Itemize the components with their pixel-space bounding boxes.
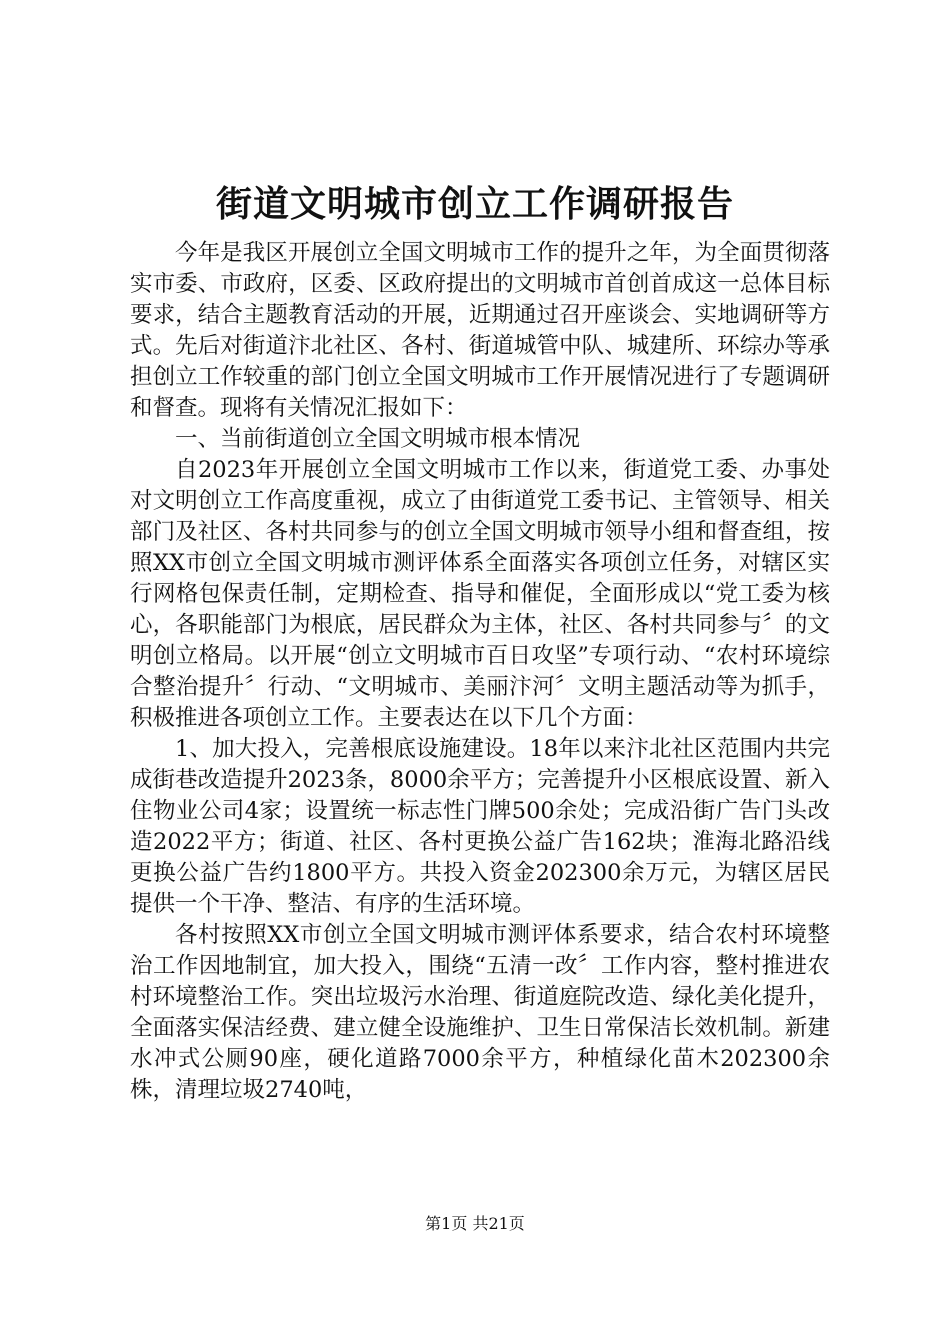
paragraph-villages: 各村按照XX市创立全国文明城市测评体系要求，结合农村环境整治工作因地制宜，加大投入，围绕“五清一改〞工作内容，整村推进农村环境整治工作。突出垃圾污水治理、街道庭院改造、绿化美化提升，全面落实保洁经费、建立健全设施维护、卫生日常保洁长效机制。新建水冲式公厕90座，硬化道路7000余平方，种植绿化苗木202300余株，清理垃圾2740吨， [130,922,830,1103]
document-title: 街道文明城市创立工作调研报告 [215,183,734,225]
document-body [130,238,830,1106]
paragraph-overview: 自2023年开展创立全国文明城市工作以来，街道党工委、办事处对文明创立工作高度重视，成立了由街道党工委书记、主管领导、相关部门及社区、各村共同参与的创立全国文明城市领导小组和督查组，按照XX市创立全国文明城市测评体系全面落实各项创立任务，对辖区实行网格包保责任制，定期检查、指导和催促，全面形成以“党工委为核心，各职能部门为根底，居民群众为主体，社区、各村共同参与〞的文明创立格局。以开展“创立文明城市百日攻坚”专项行动、“农村环境综合整治提升〞行动、“文明城市、美丽汴河〞文明主题活动等为抓手，积极推进各项创立工作。主要表达在以下几个方面： [130,457,830,731]
page-number-footer: 第1页 共21页 [425,1214,525,1233]
paragraph-item-1: 1、加大投入，完善根底设施建设。18年以来汴北社区范围内共完成街巷改造提升2023条，8000余平方；完善提升小区根底设置、新入住物业公司4家；设置统一标志性门牌500余处；完成沿街广告门头改造2022平方；街道、社区、各村更换公益广告162块；淮海北路沿线更换公益广告约1800平方。共投入资金202300余万元，为辖区居民提供一个干净、整洁、有序的生活环境。 [130,736,830,917]
section-heading-1: 一、当前街道创立全国文明城市根本情况 [175,426,581,452]
paragraph-intro: 今年是我区开展创立全国文明城市工作的提升之年，为全面贯彻落实市委、市政府，区委、区政府提出的文明城市首创首成这一总体目标要求，结合主题教育活动的开展，近期通过召开座谈会、实地调研等方式。先后对街道汴北社区、各村、街道城管中队、城建所、环综办等承担创立工作较重的部门创立全国文明城市工作开展情况进行了专题调研和督查。现将有关情况汇报如下： [130,240,830,421]
